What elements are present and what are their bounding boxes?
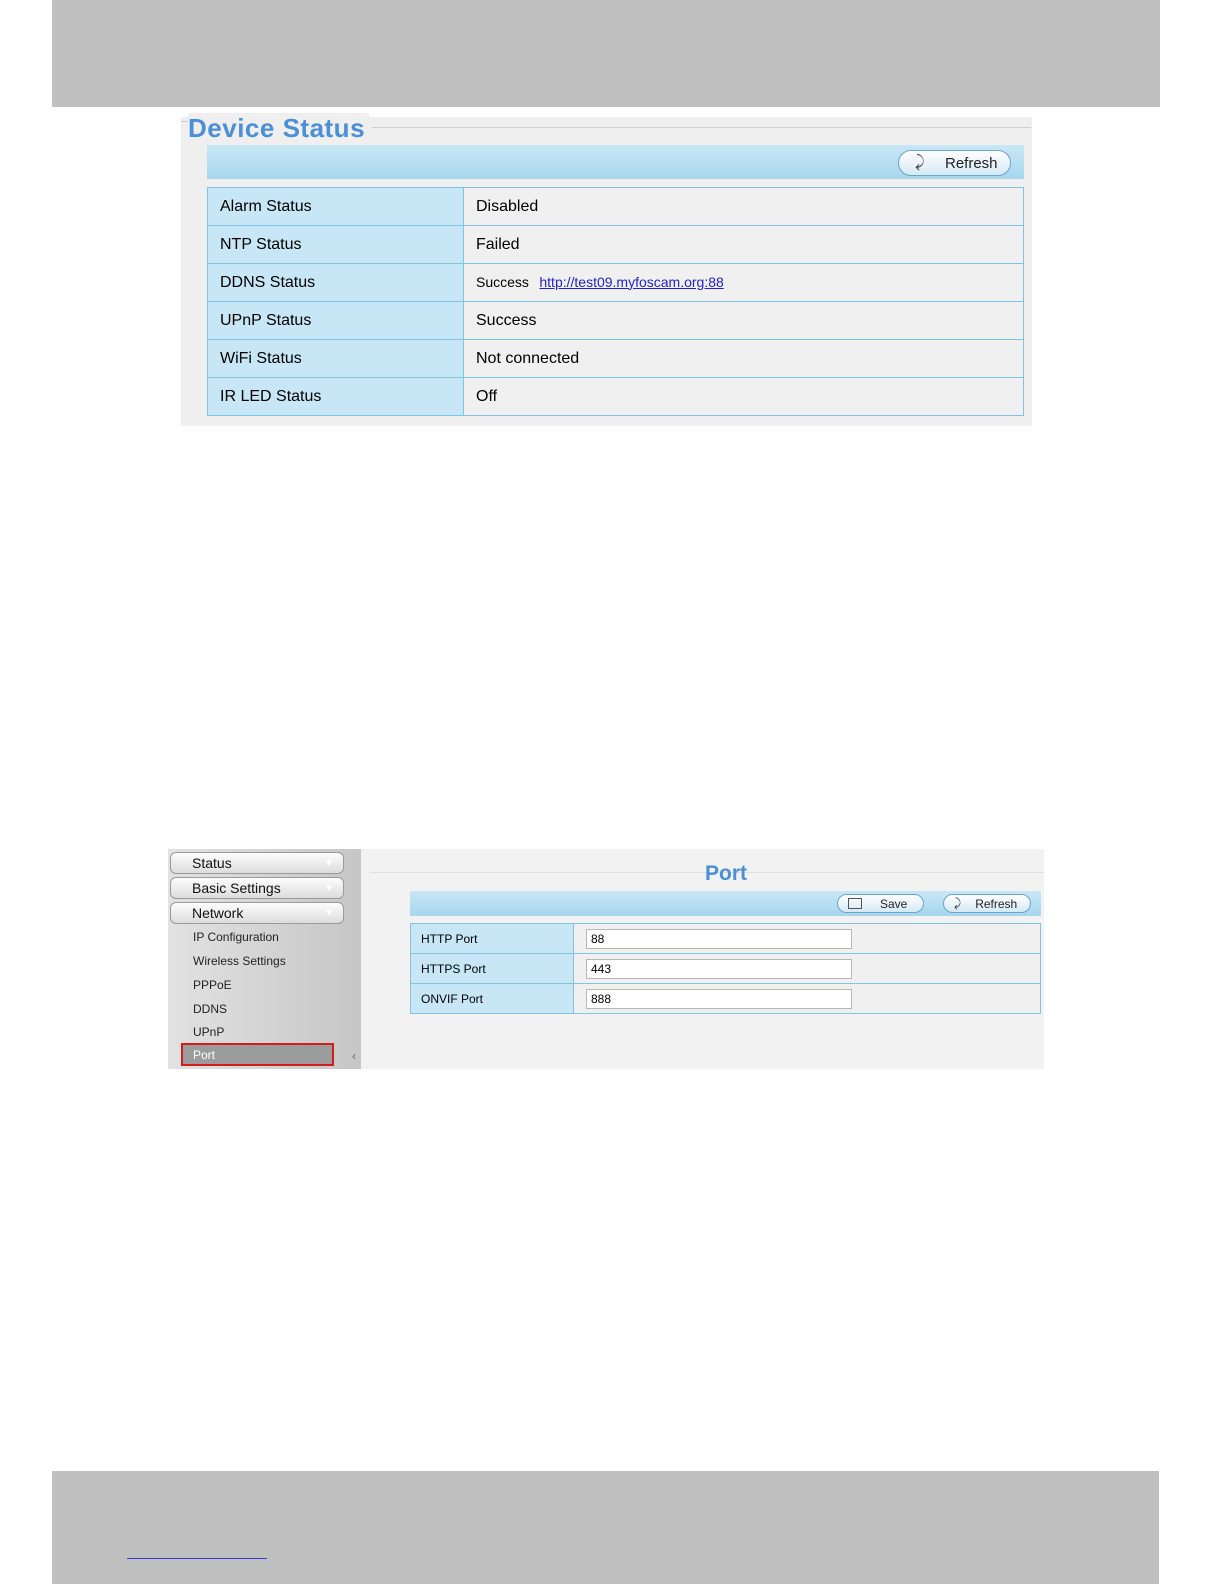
sidebar-item-upnp[interactable]: UPnP (193, 1025, 225, 1039)
status-label: Alarm Status (208, 188, 464, 226)
chevron-down-icon: ▼ (324, 882, 334, 894)
status-label: DDNS Status (208, 264, 464, 302)
page-footer-band (52, 1471, 1159, 1584)
device-status-title: Device Status (188, 113, 369, 144)
table-row (411, 954, 1041, 984)
port-settings-table (410, 923, 1041, 1014)
save-button-label: Save (880, 896, 908, 911)
refresh-button-label: Refresh (945, 154, 998, 172)
table-row (411, 924, 1041, 954)
chevron-down-icon: ▼ (324, 907, 334, 919)
chevron-down-icon: ▼ (324, 857, 334, 869)
port-field-label: HTTP Port (411, 924, 574, 954)
sidebar-item-label: Basic Settings (192, 880, 281, 896)
table-row (208, 264, 1024, 302)
save-button[interactable] (837, 894, 924, 913)
table-row (208, 340, 1024, 378)
refresh-button-label: Refresh (975, 896, 1018, 911)
status-label: UPnP Status (208, 302, 464, 340)
port-field-label: HTTPS Port (411, 954, 574, 984)
sidebar-item-label: Network (192, 905, 244, 921)
table-row (208, 302, 1024, 340)
port-field-label: ONVIF Port (411, 984, 574, 1014)
sidebar-item-network[interactable] (170, 902, 344, 924)
refresh-button[interactable] (898, 150, 1011, 176)
sidebar-collapse-handle[interactable]: ‹ (352, 1049, 356, 1063)
refresh-icon: ⤸ (954, 896, 962, 910)
footer-link-underline (127, 1558, 267, 1559)
port-field-cell (574, 984, 1041, 1014)
table-row (411, 984, 1041, 1014)
sidebar-item-label: Status (192, 855, 232, 871)
status-label: WiFi Status (208, 340, 464, 378)
table-row (208, 226, 1024, 264)
status-label: NTP Status (208, 226, 464, 264)
status-value: Off (464, 378, 1024, 416)
status-label: IR LED Status (208, 378, 464, 416)
table-row (208, 188, 1024, 226)
ddns-url-link[interactable]: http://test09.myfoscam.org:88 (539, 273, 724, 290)
port-refresh-button[interactable] (943, 894, 1031, 913)
sidebar-item-pppoe[interactable]: PPPoE (193, 978, 232, 992)
status-value-cell (464, 264, 1024, 302)
sidebar-item-wireless-settings[interactable]: Wireless Settings (193, 954, 286, 968)
device-status-table (207, 187, 1024, 416)
https-port-input[interactable] (586, 959, 852, 979)
port-field-cell (574, 954, 1041, 984)
status-value: Failed (464, 226, 1024, 264)
page-header-band (52, 0, 1160, 107)
onvif-port-input[interactable] (586, 989, 852, 1009)
sidebar-item-ddns[interactable]: DDNS (193, 1002, 228, 1016)
sidebar-item-status[interactable] (170, 852, 344, 874)
save-icon (848, 898, 862, 909)
status-value: Disabled (464, 188, 1024, 226)
http-port-input[interactable] (586, 929, 852, 949)
refresh-icon: ⤸ (915, 154, 925, 171)
sidebar-item-ip-configuration[interactable]: IP Configuration (193, 930, 279, 944)
table-row (208, 378, 1024, 416)
port-page-title: Port (705, 862, 747, 885)
sidebar-item-port[interactable]: Port (181, 1043, 334, 1066)
title-rule-right (372, 127, 1031, 128)
sidebar-item-basic-settings[interactable] (170, 877, 344, 899)
status-value: Success (476, 273, 529, 290)
port-field-cell (574, 924, 1041, 954)
status-value: Not connected (464, 340, 1024, 378)
status-value: Success (464, 302, 1024, 340)
